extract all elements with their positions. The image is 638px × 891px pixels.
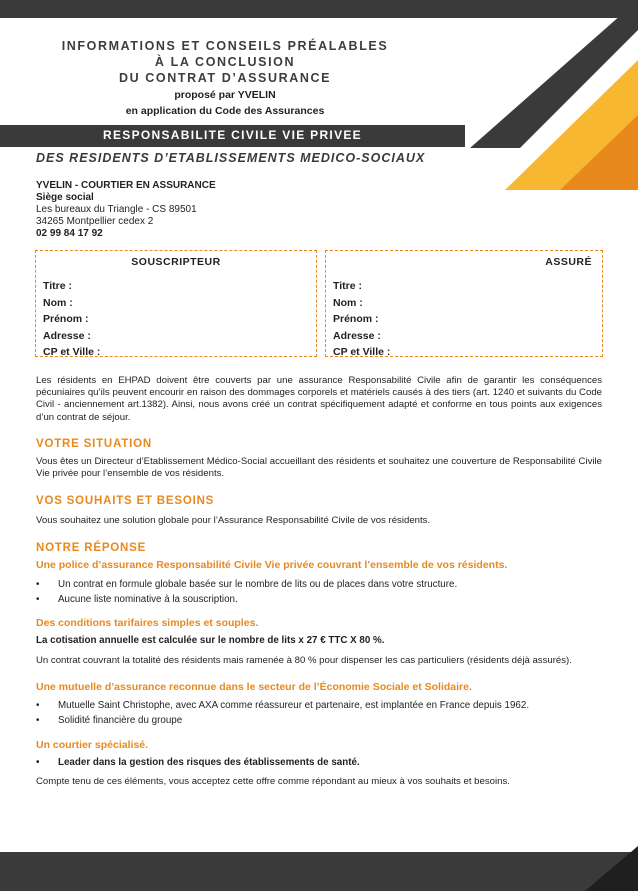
souscripteur-heading: SOUSCRIPTEUR bbox=[131, 256, 221, 268]
bottom-dark-band bbox=[0, 852, 638, 891]
assure-adresse: Adresse : bbox=[333, 329, 381, 342]
reponse-subtitle-2: Des conditions tarifaires simples et souples. bbox=[36, 617, 259, 629]
souscripteur-titre: Titre : bbox=[43, 280, 72, 292]
application-note: en application du Code des Assurances bbox=[125, 105, 325, 117]
proposed-by: proposé par YVELIN bbox=[174, 89, 276, 101]
reponse-title: NOTRE RÉPONSE bbox=[36, 542, 147, 554]
bullet-item: • Solidité financière du groupe bbox=[36, 715, 183, 726]
intro-paragraph: Les résidents en EHPAD doivent être couverts par une assurance Responsabilité Civile afin de garantir les conséquences pécuniaires qu’ils peuvent encourir en raison des dommages corporels et matériels causés à des tiers (art. 1240 et suivants du Code Civil - anciennement art.1382). Ainsi, nous avons créé un contrat spécifiquement adapté et conforme en tous points aux exigences d’un contrat de séjour. bbox=[36, 375, 602, 423]
top-dark-band bbox=[0, 0, 638, 18]
situation-title: VOTRE SITUATION bbox=[36, 438, 152, 450]
cotisation-text: Un contrat couvrant la totalité des résidents mais ramenée à 80 % pour dispenser les cas particuliers (résidents déjà assurés). bbox=[36, 655, 572, 666]
product-title: RESPONSABILITE CIVILE VIE PRIVEE bbox=[103, 128, 362, 142]
assure-titre: Titre : bbox=[333, 280, 362, 292]
bullet-item: • Mutuelle Saint Christophe, avec AXA comme réassureur et partenaire, est implantée en France depuis 1962. bbox=[36, 700, 530, 711]
reponse-subtitle-1: Une police d’assurance Responsabilité Civile Vie privée couvrant l’ensemble de vos résidents. bbox=[36, 559, 508, 571]
broker-info bbox=[36, 180, 216, 240]
assure-cp-ville: CP et Ville : bbox=[333, 346, 391, 358]
situation-text: Vous êtes un Directeur d’Etablissement Médico-Social accueillant des résidents et souhaitez une couverture de Responsabilité Civile Vie privée pour l’ensemble de vos résidents. bbox=[36, 456, 602, 480]
reponse-subtitle-3: Une mutuelle d’assurance reconnue dans le secteur de l’Économie Sociale et Solidaire. bbox=[36, 681, 472, 693]
reponse-subtitle-4: Un courtier spécialisé. bbox=[36, 739, 149, 751]
title-line-3: DU CONTRAT D’ASSURANCE bbox=[118, 71, 332, 85]
bullet-item: • Un contrat en formule globale basée sur le nombre de lits ou de places dans votre structure. bbox=[36, 579, 458, 590]
broker-address-1: Les bureaux du Triangle - CS 89501 bbox=[36, 204, 197, 215]
souhaits-title: VOS SOUHAITS ET BESOINS bbox=[36, 495, 215, 507]
bullet-item: • Aucune liste nominative à la souscription. bbox=[36, 594, 238, 605]
assure-nom: Nom : bbox=[333, 296, 363, 309]
souscripteur-cp-ville: CP et Ville : bbox=[43, 346, 101, 358]
souscripteur-box[interactable] bbox=[35, 250, 317, 357]
broker-siege: Siège social bbox=[36, 192, 94, 203]
broker-phone: 02 99 84 17 92 bbox=[36, 228, 103, 239]
souscripteur-adresse: Adresse : bbox=[43, 329, 91, 342]
broker-address-2: 34265 Montpellier cedex 2 bbox=[36, 216, 154, 227]
souhaits-text: Vous souhaitez une solution globale pour l’Assurance Responsabilité Civile de vos résidents. bbox=[36, 515, 431, 526]
cotisation-line: La cotisation annuelle est calculée sur le nombre de lits x 27 € TTC X 80 %. bbox=[36, 635, 385, 646]
document-title bbox=[40, 38, 410, 86]
broker-name: YVELIN - COURTIER EN ASSURANCE bbox=[36, 180, 216, 191]
closing-text: Compte tenu de ces éléments, vous acceptez cette offre comme répondant au mieux à vos souhaits et besoins. bbox=[36, 776, 510, 787]
assure-heading: ASSURÉ bbox=[545, 256, 592, 268]
souscripteur-nom: Nom : bbox=[43, 296, 73, 309]
product-subtitle: DES RESIDENTS D’ETABLISSEMENTS MEDICO-SOCIAUX bbox=[36, 151, 426, 165]
assure-prenom: Prénom : bbox=[333, 313, 379, 325]
title-line-1: INFORMATIONS ET CONSEILS PRÉALABLES bbox=[61, 39, 389, 53]
assure-box[interactable] bbox=[325, 250, 603, 357]
bullet-item: • Leader dans la gestion des risques des établissements de santé. bbox=[36, 757, 360, 768]
souscripteur-prenom: Prénom : bbox=[43, 313, 89, 325]
title-line-2: À LA CONCLUSION bbox=[154, 55, 296, 69]
